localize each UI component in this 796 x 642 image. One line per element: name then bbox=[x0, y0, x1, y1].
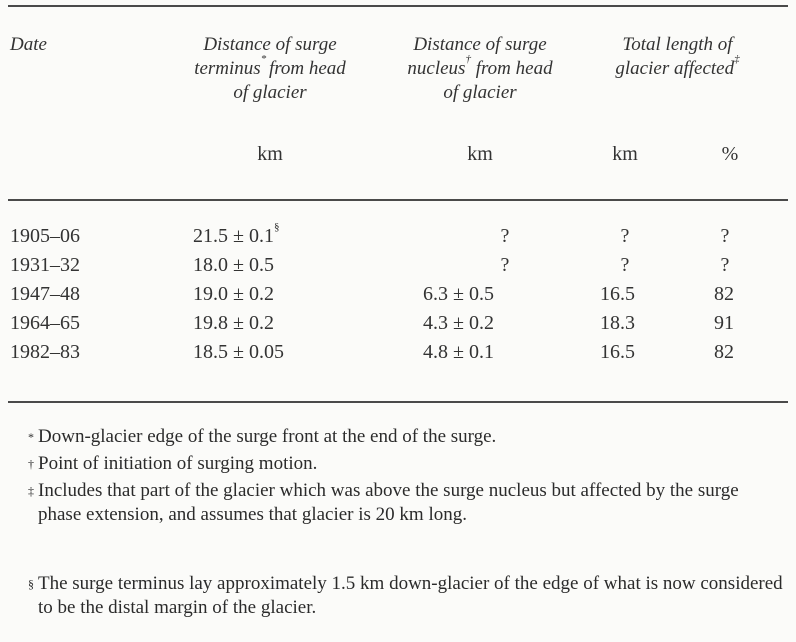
unit-terminus: km bbox=[257, 143, 283, 165]
table-cell-length: 16.5 bbox=[600, 283, 635, 305]
footnote-text: Includes that part of the glacier which was above the surge nucleus but affected by the surge phase extension, and assumes that glacier is 20 km long. bbox=[38, 480, 739, 525]
footnote-text: The surge terminus lay approximately 1.5 km down-glacier of the edge of what is now considered to be the distal margin of the glacier. bbox=[38, 573, 783, 618]
table-cell-length: ? bbox=[620, 225, 630, 247]
table-cell-terminus: 21.5 ± 0.1§ bbox=[193, 221, 280, 247]
header-total-length bbox=[590, 33, 765, 81]
asterisk-mark: * bbox=[28, 430, 34, 444]
header-rule bbox=[8, 199, 788, 201]
header-terminus-line1: Distance of surge bbox=[203, 34, 337, 55]
header-terminus-line2: terminus* from head bbox=[194, 53, 346, 79]
header-nucleus bbox=[365, 33, 595, 105]
table-cell-nucleus: ? bbox=[500, 254, 510, 276]
header-total-line2: glacier affected‡ bbox=[615, 53, 740, 79]
unit-length: km bbox=[612, 143, 638, 165]
table-cell-terminus: 18.5 ± 0.05 bbox=[193, 341, 284, 363]
table-cell-nucleus: 4.3 ± 0.2 bbox=[423, 312, 494, 334]
table-cell-percent: ? bbox=[720, 225, 730, 247]
footnote-double-dagger bbox=[10, 479, 790, 527]
header-terminus bbox=[150, 33, 390, 105]
table-cell-nucleus: 6.3 ± 0.5 bbox=[423, 283, 494, 305]
table-cell-percent: 82 bbox=[714, 283, 734, 305]
footnote-text: Down-glacier edge of the surge front at the end of the surge. bbox=[38, 426, 497, 447]
header-terminus-line3: of glacier bbox=[233, 82, 307, 103]
table-cell-length: 16.5 bbox=[600, 341, 635, 363]
header-total-line1: Total length of bbox=[622, 34, 733, 55]
header-nucleus-line3: of glacier bbox=[443, 82, 517, 103]
footnote-section bbox=[10, 572, 790, 620]
table-row: 1931–32 bbox=[10, 254, 80, 276]
bottom-rule bbox=[8, 401, 788, 403]
footnote-dagger bbox=[10, 452, 790, 476]
table-row: 1905–06 bbox=[10, 225, 80, 247]
header-nucleus-line2: nucleus† from head bbox=[407, 53, 553, 79]
top-rule bbox=[8, 5, 788, 7]
header-nucleus-line1: Distance of surge bbox=[413, 34, 547, 55]
double-dagger-mark: ‡ bbox=[28, 484, 34, 498]
table-cell-terminus: 19.8 ± 0.2 bbox=[193, 312, 274, 334]
table-row: 1964–65 bbox=[10, 312, 80, 334]
table-cell-length: 18.3 bbox=[600, 312, 635, 334]
table-cell-terminus: 18.0 ± 0.5 bbox=[193, 254, 274, 276]
unit-percent: % bbox=[721, 143, 739, 165]
table-cell-percent: ? bbox=[720, 254, 730, 276]
table-cell-percent: 82 bbox=[714, 341, 734, 363]
table-cell-length: ? bbox=[620, 254, 630, 276]
dagger-mark: † bbox=[28, 457, 34, 471]
table-row: 1982–83 bbox=[10, 341, 80, 363]
header-date: Date bbox=[10, 34, 47, 55]
section-mark: § bbox=[28, 577, 34, 591]
unit-nucleus: km bbox=[467, 143, 493, 165]
table-cell-nucleus: ? bbox=[500, 225, 510, 247]
table-cell-terminus: 19.0 ± 0.2 bbox=[193, 283, 274, 305]
footnote-asterisk bbox=[10, 425, 790, 449]
table-cell-percent: 91 bbox=[714, 312, 734, 334]
table-cell-nucleus: 4.8 ± 0.1 bbox=[423, 341, 494, 363]
table-row: 1947–48 bbox=[10, 283, 80, 305]
footnote-text: Point of initiation of surging motion. bbox=[38, 453, 318, 474]
